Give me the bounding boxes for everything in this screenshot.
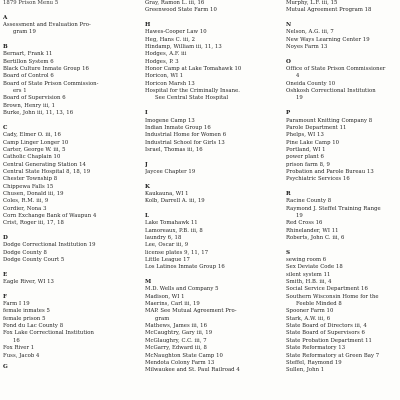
index-entry: 19 <box>296 212 303 219</box>
index-entry: ers 1 <box>13 88 27 95</box>
index-entry: State Reformatory 13 <box>286 345 346 352</box>
index-entry: Lamoreaux, P.B. iii, 8 <box>145 227 203 234</box>
index-entry: Sullen, John 1 <box>286 367 325 374</box>
index-spacer <box>3 286 127 293</box>
index-entry: Kaukauna, WI 1 <box>145 190 189 197</box>
index-entry: McNaughton State Camp 10 <box>145 352 223 359</box>
index-entry: Lee, Oscar iii, 9 <box>145 242 189 249</box>
index-entry: Fond du Lac County 8 <box>3 323 64 330</box>
index-spacer <box>286 184 398 191</box>
index-entry: See Central State Hospital <box>155 95 229 102</box>
index-spacer <box>3 7 127 14</box>
index-entry: Central State Hospital 8, 18, 19 <box>3 168 91 175</box>
index-entry: Corn Exchange Bank of Waupun 4 <box>3 212 97 219</box>
index-entry: female prison 5 <box>3 315 46 322</box>
index-entry: Farm I 19 <box>3 301 30 308</box>
index-entry: Dodge Correctional Institution 19 <box>3 242 96 249</box>
index-entry: Racine County 8 <box>286 198 332 205</box>
index-spacer <box>145 15 269 22</box>
index-entry: Indian Inmate Group 16 <box>145 124 211 131</box>
index-entry: Burke, John iii, 11, 13, 16 <box>3 110 74 117</box>
index-column-3 <box>286 0 398 375</box>
index-spacer <box>145 272 269 279</box>
index-section-letter: D <box>3 235 8 241</box>
index-entry: Feeble Minded 8 <box>296 301 342 308</box>
index-entry: Spooner Farm 10 <box>286 308 334 315</box>
index-entry: Cordier, Nona 3 <box>3 205 47 212</box>
index-spacer <box>145 176 269 183</box>
index-entry: Industrial Home for Women 6 <box>145 132 227 139</box>
index-entry: Noyes Farm 13 <box>286 44 328 51</box>
index-section-letter: O <box>286 58 291 65</box>
index-entry: Fox Lake Correctional Institution <box>3 330 94 337</box>
index-entry: Assessment and Evaluation Pro- <box>3 22 91 29</box>
index-entry: Chippewa Falls 15 <box>3 183 54 190</box>
index-entry: Social Service Department 16 <box>286 286 368 293</box>
index-spacer <box>286 51 398 58</box>
index-entry: Industrial School for Girls 13 <box>145 139 225 146</box>
index-entry: State Board of Supervisors 6 <box>286 330 365 337</box>
index-entry: M.D. Wells and Company 5 <box>145 286 219 293</box>
index-entry: Carter, George W. iii, 5 <box>3 146 66 153</box>
index-entry: Portland, WI 1 <box>286 146 326 153</box>
index-entry: Chusen, Donald iii, 19 <box>3 190 64 197</box>
index-entry: Jaycee Chapter 19 <box>145 168 196 175</box>
index-entry: Sex Deviate Code 18 <box>286 264 343 271</box>
index-entry: Crist, Roger iii, 17, 18 <box>3 220 64 227</box>
index-spacer <box>3 118 127 125</box>
index-entry: prison farm 8, 9 <box>286 161 330 168</box>
index-section-letter: A <box>3 14 8 21</box>
index-entry: Red Cross 16 <box>286 220 323 227</box>
index-entry: silent system 11 <box>286 271 331 278</box>
index-spacer <box>3 264 127 271</box>
index-entry: Pine Lake Camp 10 <box>286 139 340 146</box>
index-entry: Israel, Thomas iii, 16 <box>145 146 203 153</box>
index-entry: Honor Camp at Lake Tomahawk 10 <box>145 66 242 73</box>
index-entry: Milwaukee and St. Paul Railroad 4 <box>145 367 240 374</box>
index-entry: Mutual Agreement Program 18 <box>286 7 372 14</box>
index-entry: Chester Township 8 <box>3 176 58 183</box>
index-entry: Imogene Camp 13 <box>145 117 195 124</box>
index-entry: Cady, Elmer O. iii, 16 <box>3 132 61 139</box>
index-section-letter: N <box>286 22 292 29</box>
index-entry: Paramount Knitting Company 8 <box>286 117 373 124</box>
index-entry: Fuss, Jacob 4 <box>3 352 40 359</box>
index-entry: 19 <box>296 95 303 102</box>
index-section-letter: R <box>286 190 291 197</box>
index-entry: Psychiatric Services 16 <box>286 176 350 183</box>
index-section-letter: H <box>145 22 151 29</box>
index-column-2 <box>145 0 269 375</box>
index-section-letter: M <box>145 279 152 286</box>
index-entry: MAP. See Mutual Agreement Pro- <box>145 308 237 315</box>
index-section-letter: L <box>145 212 149 219</box>
index-spacer <box>3 228 127 235</box>
index-entry: Board of State Prison Commission- <box>3 80 99 87</box>
index-entry: power plant 6 <box>286 154 324 161</box>
index-entry: State Board of Directors iii, 4 <box>286 323 367 330</box>
index-entry: Hawes-Cooper Law 10 <box>145 29 207 36</box>
index-entry: Probation and Parole Bureau 13 <box>286 168 374 175</box>
index-entry: State Reformatory at Green Bay 7 <box>286 352 380 359</box>
index-entry: Hindamp, William iii, 11, 13 <box>145 44 222 51</box>
index-entry: Camp Linger Longer 10 <box>3 139 69 146</box>
index-entry: McGlaughry, C.C. iii, 7 <box>145 337 207 344</box>
index-entry: Mendota Colony Farm 13 <box>145 359 215 366</box>
index-entry: Madison, WI 1 <box>145 293 185 300</box>
index-entry: Brown, Henry iii, 1 <box>3 102 56 109</box>
index-entry: Eagle River, WI 13 <box>3 279 54 286</box>
index-entry: Horicon, WI 1 <box>145 73 184 80</box>
index-entry: Stark, A.W. iii, 6 <box>286 315 331 322</box>
index-entry: Steffel, Raymond 19 <box>286 359 342 366</box>
index-entry: Bernart, Frank 11 <box>3 51 53 58</box>
index-entry: Greenwood State Farm 10 <box>145 7 217 14</box>
index-section-letter: E <box>3 271 8 278</box>
index-entry: Phelps, WI 13 <box>286 132 324 139</box>
index-section-letter: P <box>286 110 291 117</box>
index-column-1 <box>3 0 127 371</box>
index-entry: Dodge County 8 <box>3 249 47 256</box>
index-entry: Central Generating Station 14 <box>3 161 86 168</box>
index-spacer <box>3 37 127 44</box>
index-entry: Parole Department 11 <box>286 124 347 131</box>
index-entry: Kolb, Darrell A. iii, 19 <box>145 198 205 205</box>
index-section-letter: C <box>3 124 8 131</box>
index-entry: Dodge County Court 5 <box>3 257 65 264</box>
index-entry: Gray, Ramon L. iii, 16 <box>145 0 205 6</box>
index-entry: laundry 6, 18 <box>145 235 182 241</box>
index-entry: sewing room 6 <box>286 257 327 264</box>
index-entry: Little League 17 <box>145 257 190 264</box>
index-entry: Mathews, James iii, 16 <box>145 323 208 330</box>
index-entry: Smith, H.B. iii, 4 <box>286 279 332 286</box>
index-entry: Oneida County 10 <box>286 80 336 87</box>
index-entry: Hodges, A.F. iii <box>145 51 187 58</box>
index-section-letter: J <box>145 161 148 168</box>
index-entry: gram 19 <box>13 29 36 36</box>
index-entry: 16 <box>13 337 20 344</box>
index-spacer <box>145 154 269 161</box>
index-spacer <box>286 15 398 22</box>
index-entry: Oshkosh Correctional Institution <box>286 88 376 95</box>
index-entry: Black Culture Inmate Group 16 <box>3 66 89 73</box>
index-section-letter: I <box>145 110 148 117</box>
index-entry: 1879 Prison Menu 5 <box>3 0 59 6</box>
index-spacer <box>286 103 398 110</box>
index-entry: McCaughtry, Gary iii, 19 <box>145 330 213 337</box>
index-entry: license plates 9, 11, 17 <box>145 249 209 256</box>
index-entry: Horicon Marsh 13 <box>145 80 195 87</box>
index-spacer <box>145 206 269 213</box>
index-entry: State Probation Department 11 <box>286 337 372 344</box>
index-entry: Bertillon System 6 <box>3 58 54 65</box>
index-entry: gram <box>155 315 170 322</box>
index-entry: McGarry, Edward iii, 8 <box>145 345 207 352</box>
index-entry: Fox River 1 <box>3 345 35 352</box>
index-entry: Catholic Chaplain 10 <box>3 154 61 161</box>
index-entry: Hospital for the Criminally Insane. <box>145 88 240 95</box>
index-entry: Murphy, L.F. iii, 15 <box>286 0 338 6</box>
index-section-letter: F <box>3 293 8 300</box>
index-entry: Coles, R.M. iii, 9 <box>3 198 49 205</box>
index-section-letter: S <box>286 249 291 256</box>
index-section-letter: B <box>3 44 8 51</box>
index-entry: Board of Supervision 6 <box>3 95 66 102</box>
index-entry: Los Latinos Inmate Group 16 <box>145 264 225 271</box>
index-entry: 4 <box>296 73 300 80</box>
index-entry: Rhinelander, WI 11 <box>286 227 339 234</box>
index-entry: Office of State Prison Commissioner <box>286 66 386 73</box>
index-entry: Lake Tomahawk 11 <box>145 220 198 227</box>
index-spacer <box>145 103 269 110</box>
index-entry: New Ways Learning Center 19 <box>286 36 370 43</box>
index-entry: Nelson, A.G. iii, 7 <box>286 29 334 36</box>
index-entry: Heg, Hans C. iii, 2 <box>145 36 196 43</box>
index-entry: Southern Wisconsin Home for the <box>286 293 379 300</box>
index-entry: Board of Control 6 <box>3 73 54 80</box>
index-entry: Hodges, P. 3 <box>145 58 179 65</box>
index-entry: Roberts, John C. iii, 6 <box>286 235 345 241</box>
index-section-letter: K <box>145 183 150 190</box>
index-entry: Raymond J. Steffel Training Range <box>286 205 381 212</box>
index-entry: Maerins, Carl iii, 19 <box>145 301 200 308</box>
index-spacer <box>286 242 398 249</box>
index-section-letter: G <box>3 363 8 370</box>
index-entry: female inmates 5 <box>3 308 50 315</box>
